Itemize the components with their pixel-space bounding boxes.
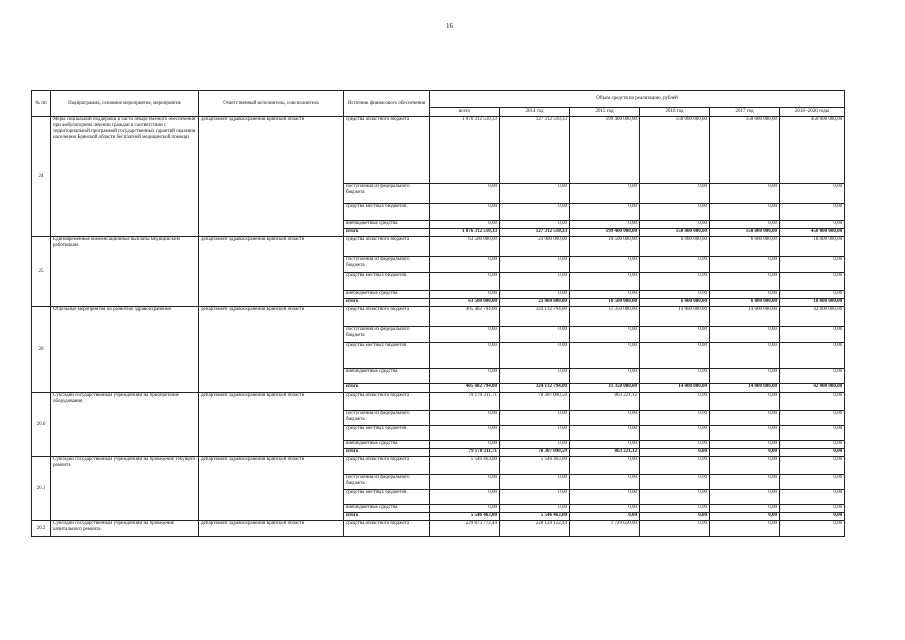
amount-cell: 5 546 463,00: [500, 457, 570, 475]
measure-name: Отдельные мероприятия по развитию здравоохранения: [51, 307, 199, 393]
amount-cell: 0,00: [500, 505, 570, 513]
page-number: 16: [446, 22, 453, 30]
amount-cell: 0,00: [780, 273, 845, 291]
executor: департамент здравоохранения Брянской области: [199, 457, 344, 521]
funding-source: средства местных бюджетов: [344, 204, 430, 221]
amount-cell: 23 000 000,00: [500, 237, 570, 257]
funding-source: итого: [344, 384, 430, 393]
amount-cell: 0,00: [570, 291, 640, 299]
amount-cell: 0,00: [430, 490, 500, 505]
funding-source: средства местных бюджетов: [344, 273, 430, 291]
amount-cell: 0,00: [640, 505, 710, 513]
funding-source: средства местных бюджетов: [344, 490, 430, 505]
amount-cell: 0,00: [640, 411, 710, 426]
amount-cell: 324 132 794,00: [500, 307, 570, 327]
amount-cell: 0,00: [570, 369, 640, 384]
amount-cell: 405 482 794,00: [430, 307, 500, 327]
amount-cell: 0,00: [780, 369, 845, 384]
amount-cell: 0,00: [640, 490, 710, 505]
row-number: 26.2: [32, 521, 51, 537]
amount-cell: 0,00: [430, 343, 500, 369]
amount-cell: 0,00: [570, 457, 640, 475]
amount-cell: 0,00: [430, 411, 500, 426]
funding-source: средства областного бюджета: [344, 117, 430, 184]
amount-cell: 0,00: [430, 221, 500, 229]
amount-cell: 0,00: [570, 343, 640, 369]
amount-cell: 0,00: [710, 441, 780, 449]
amount-cell: 0,00: [500, 257, 570, 273]
amount-cell: 0,00: [780, 327, 845, 343]
amount-cell: 0,00: [640, 521, 710, 537]
amount-cell: 0,00: [710, 411, 780, 426]
amount-cell: 0,00: [430, 369, 500, 384]
amount-cell: 78 307 090,59: [500, 449, 570, 457]
funding-source: итого: [344, 449, 430, 457]
amount-cell: 5 546 463,00: [430, 513, 500, 521]
amount-cell: 0,00: [570, 273, 640, 291]
amount-cell: 0,00: [500, 343, 570, 369]
amount-cell: 79 170 311,71: [430, 449, 500, 457]
amount-cell: 0,00: [570, 184, 640, 204]
amount-cell: 863 221,12: [570, 393, 640, 411]
amount-cell: 0,00: [710, 505, 780, 513]
header-source: Источник финансового обеспечения: [344, 91, 430, 117]
executor: департамент здравоохранения Брянской области: [199, 307, 344, 393]
table-row: [32, 307, 845, 327]
amount-cell: 11 350 000,00: [570, 384, 640, 393]
amount-cell: 0,00: [570, 475, 640, 490]
measure-name: Субсидии государственным учреждениям на проведение текущего ремонта: [51, 457, 199, 521]
amount-cell: 0,00: [430, 505, 500, 513]
amount-cell: 1 076 312 510,33: [430, 229, 500, 237]
table-row: [32, 521, 845, 537]
amount-cell: 0,00: [640, 343, 710, 369]
table-row: [32, 393, 845, 411]
amount-cell: 0,00: [640, 475, 710, 490]
funding-source: поступления из федерального бюджета: [344, 257, 430, 273]
amount-cell: 0,00: [500, 369, 570, 384]
amount-cell: 0,00: [430, 204, 500, 221]
row-number: 26.0: [32, 393, 51, 457]
amount-cell: 0,00: [430, 184, 500, 204]
funding-source: средства областного бюджета: [344, 521, 430, 537]
header-year: 2014 год: [500, 108, 570, 117]
amount-cell: 42 000 000,00: [780, 384, 845, 393]
amount-cell: 0,00: [640, 204, 710, 221]
amount-cell: 0,00: [780, 204, 845, 221]
amount-cell: 228 124 122,44: [500, 521, 570, 537]
amount-cell: 863 221,12: [570, 449, 640, 457]
amount-cell: 199 400 000,00: [570, 229, 640, 237]
amount-cell: 0,00: [780, 490, 845, 505]
amount-cell: 0,00: [710, 327, 780, 343]
amount-cell: 0,00: [780, 505, 845, 513]
amount-cell: 0,00: [430, 426, 500, 441]
row-number: 24: [32, 117, 51, 237]
amount-cell: 0,00: [570, 327, 640, 343]
amount-cell: 0,00: [570, 426, 640, 441]
amount-cell: 0,00: [710, 257, 780, 273]
funding-source: итого: [344, 299, 430, 307]
amount-cell: 0,00: [710, 393, 780, 411]
header-year: 2018 -2020 годы: [780, 108, 845, 117]
amount-cell: 1 076 312 510,33: [430, 117, 500, 184]
amount-cell: 0,00: [500, 221, 570, 229]
amount-cell: 0,00: [640, 457, 710, 475]
amount-cell: 0,00: [710, 343, 780, 369]
table-body: [32, 117, 845, 537]
amount-cell: 150 000 000,00: [640, 229, 710, 237]
amount-cell: 0,00: [500, 204, 570, 221]
amount-cell: 0,00: [780, 513, 845, 521]
funding-source: средства местных бюджетов: [344, 343, 430, 369]
header-num: № пп: [32, 91, 51, 117]
amount-cell: 0,00: [570, 204, 640, 221]
amount-cell: 0,00: [570, 257, 640, 273]
amount-cell: 0,00: [570, 505, 640, 513]
funding-source: средства областного бюджета: [344, 393, 430, 411]
row-number: 25: [32, 237, 51, 307]
amount-cell: 14 000 000,00: [710, 384, 780, 393]
amount-cell: 14 000 000,00: [640, 384, 710, 393]
amount-cell: 0,00: [570, 221, 640, 229]
amount-cell: 0,00: [500, 291, 570, 299]
amount-cell: 0,00: [780, 449, 845, 457]
header-executor: Ответственный исполнитель, соисполнитель: [199, 91, 344, 117]
amount-cell: 0,00: [500, 441, 570, 449]
executor: департамент здравоохранения Брянской области: [199, 393, 344, 457]
amount-cell: 0,00: [780, 257, 845, 273]
measure-name: Меры социальной поддержки в части лекарственного обеспечения при амбулаторном лечении граждан в соответствии с территориальной программой государственных гарантий оказания населению Брянской области бесплатной медицинской помощи: [51, 117, 199, 237]
amount-cell: 0,00: [710, 291, 780, 299]
funding-source: средства областного бюджета: [344, 307, 430, 327]
funding-source: итого: [344, 229, 430, 237]
amount-cell: 0,00: [500, 327, 570, 343]
amount-cell: 6 000 000,00: [710, 237, 780, 257]
amount-cell: 0,00: [640, 184, 710, 204]
amount-cell: 0,00: [710, 490, 780, 505]
amount-cell: 127 312 510,33: [500, 229, 570, 237]
funding-source: средства областного бюджета: [344, 237, 430, 257]
amount-cell: 0,00: [570, 441, 640, 449]
amount-cell: 0,00: [710, 273, 780, 291]
amount-cell: 0,00: [710, 457, 780, 475]
amount-cell: 0,00: [640, 327, 710, 343]
amount-cell: 6 000 000,00: [640, 299, 710, 307]
amount-cell: 0,00: [640, 393, 710, 411]
amount-cell: 0,00: [430, 441, 500, 449]
amount-cell: 0,00: [710, 475, 780, 490]
row-number: 26.1: [32, 457, 51, 521]
funding-source: внебюджетные средства: [344, 291, 430, 299]
amount-cell: 6 000 000,00: [710, 299, 780, 307]
amount-cell: 0,00: [430, 291, 500, 299]
funding-source: поступления из федерального бюджета: [344, 327, 430, 343]
amount-cell: 14 000 000,00: [640, 307, 710, 327]
amount-cell: 63 500 000,00: [430, 237, 500, 257]
amount-cell: 0,00: [780, 221, 845, 229]
amount-cell: 229 873 772,44: [430, 521, 500, 537]
amount-cell: 0,00: [430, 273, 500, 291]
header-volume: Объем средств на реализацию, рублей: [430, 91, 845, 108]
amount-cell: 0,00: [780, 184, 845, 204]
amount-cell: 5 546 463,00: [500, 513, 570, 521]
amount-cell: 18 000 000,00: [780, 237, 845, 257]
amount-cell: 0,00: [640, 291, 710, 299]
amount-cell: 0,00: [710, 513, 780, 521]
amount-cell: 450 000 000,00: [780, 117, 845, 184]
amount-cell: 0,00: [640, 441, 710, 449]
table-row: [32, 457, 845, 475]
funding-source: поступления из федерального бюджета: [344, 475, 430, 490]
amount-cell: 18 000 000,00: [780, 299, 845, 307]
amount-cell: 1 749 650,00: [570, 521, 640, 537]
executor: департамент здравоохранения Брянской области: [199, 521, 344, 537]
amount-cell: 0,00: [500, 475, 570, 490]
header-year: 2017 год: [710, 108, 780, 117]
amount-cell: 63 500 000,00: [430, 299, 500, 307]
amount-cell: 79 170 311,71: [430, 393, 500, 411]
executor: департамент здравоохранения Брянской области: [199, 237, 344, 307]
amount-cell: 0,00: [500, 273, 570, 291]
funding-source: средства местных бюджетов: [344, 426, 430, 441]
amount-cell: 324 132 794,00: [500, 384, 570, 393]
header-year: 2016 год: [640, 108, 710, 117]
amount-cell: 0,00: [780, 475, 845, 490]
funding-source: поступления из федерального бюджета: [344, 184, 430, 204]
measure-name: Субсидии государственным учреждениям на приобретение оборудования: [51, 393, 199, 457]
amount-cell: 0,00: [640, 221, 710, 229]
amount-cell: 0,00: [710, 426, 780, 441]
funding-source: внебюджетные средства: [344, 441, 430, 449]
amount-cell: 11 350 000,00: [570, 307, 640, 327]
amount-cell: 0,00: [710, 521, 780, 537]
amount-cell: 0,00: [500, 411, 570, 426]
amount-cell: 150 000 000,00: [710, 229, 780, 237]
amount-cell: 0,00: [430, 327, 500, 343]
amount-cell: 10 500 000,00: [570, 237, 640, 257]
amount-cell: 0,00: [500, 184, 570, 204]
executor: департамент здравоохранения Брянской области: [199, 117, 344, 237]
amount-cell: 14 000 000,00: [710, 307, 780, 327]
amount-cell: 0,00: [710, 184, 780, 204]
amount-cell: 0,00: [640, 273, 710, 291]
amount-cell: 5 546 463,00: [430, 457, 500, 475]
amount-cell: 0,00: [710, 369, 780, 384]
amount-cell: 0,00: [780, 393, 845, 411]
budget-table: [31, 90, 845, 537]
amount-cell: 150 000 000,00: [710, 117, 780, 184]
amount-cell: 0,00: [780, 441, 845, 449]
amount-cell: 6 000 000,00: [640, 237, 710, 257]
amount-cell: 0,00: [780, 411, 845, 426]
row-number: 26: [32, 307, 51, 393]
measure-name: Единовременные компенсационные выплаты медицинским работникам: [51, 237, 199, 307]
funding-source: средства областного бюджета: [344, 457, 430, 475]
funding-source: внебюджетные средства: [344, 369, 430, 384]
amount-cell: 0,00: [780, 521, 845, 537]
header-year: всего: [430, 108, 500, 117]
amount-cell: 0,00: [570, 490, 640, 505]
amount-cell: 0,00: [780, 457, 845, 475]
funding-source: внебюджетные средства: [344, 221, 430, 229]
amount-cell: 0,00: [430, 475, 500, 490]
amount-cell: 0,00: [640, 449, 710, 457]
amount-cell: 0,00: [500, 426, 570, 441]
funding-source: итого: [344, 513, 430, 521]
amount-cell: 0,00: [640, 426, 710, 441]
amount-cell: 199 400 000,00: [570, 117, 640, 184]
amount-cell: 0,00: [640, 257, 710, 273]
amount-cell: 0,00: [710, 221, 780, 229]
amount-cell: 150 000 000,00: [640, 117, 710, 184]
amount-cell: 0,00: [430, 257, 500, 273]
amount-cell: 23 000 000,00: [500, 299, 570, 307]
amount-cell: 405 482 794,00: [430, 384, 500, 393]
amount-cell: 0,00: [780, 426, 845, 441]
table-row: [32, 237, 845, 257]
amount-cell: 450 000 000,00: [780, 229, 845, 237]
amount-cell: 127 312 510,33: [500, 117, 570, 184]
measure-name: Субсидии государственным учреждениям на проведение капитального ремонта: [51, 521, 199, 537]
amount-cell: 0,00: [780, 343, 845, 369]
amount-cell: 42 000 000,00: [780, 307, 845, 327]
amount-cell: 0,00: [570, 513, 640, 521]
amount-cell: 0,00: [780, 291, 845, 299]
funding-source: поступления из федерального бюджета: [344, 411, 430, 426]
funding-source: внебюджетные средства: [344, 505, 430, 513]
amount-cell: 0,00: [570, 411, 640, 426]
header-program: Подпрограмма, основное мероприятие, мероприятие: [51, 91, 199, 117]
amount-cell: 0,00: [710, 449, 780, 457]
amount-cell: 0,00: [500, 490, 570, 505]
amount-cell: 78 307 090,59: [500, 393, 570, 411]
amount-cell: 0,00: [710, 204, 780, 221]
amount-cell: 0,00: [640, 369, 710, 384]
amount-cell: 10 500 000,00: [570, 299, 640, 307]
table-row: [32, 117, 845, 184]
header-year: 2015 год: [570, 108, 640, 117]
amount-cell: 0,00: [640, 513, 710, 521]
